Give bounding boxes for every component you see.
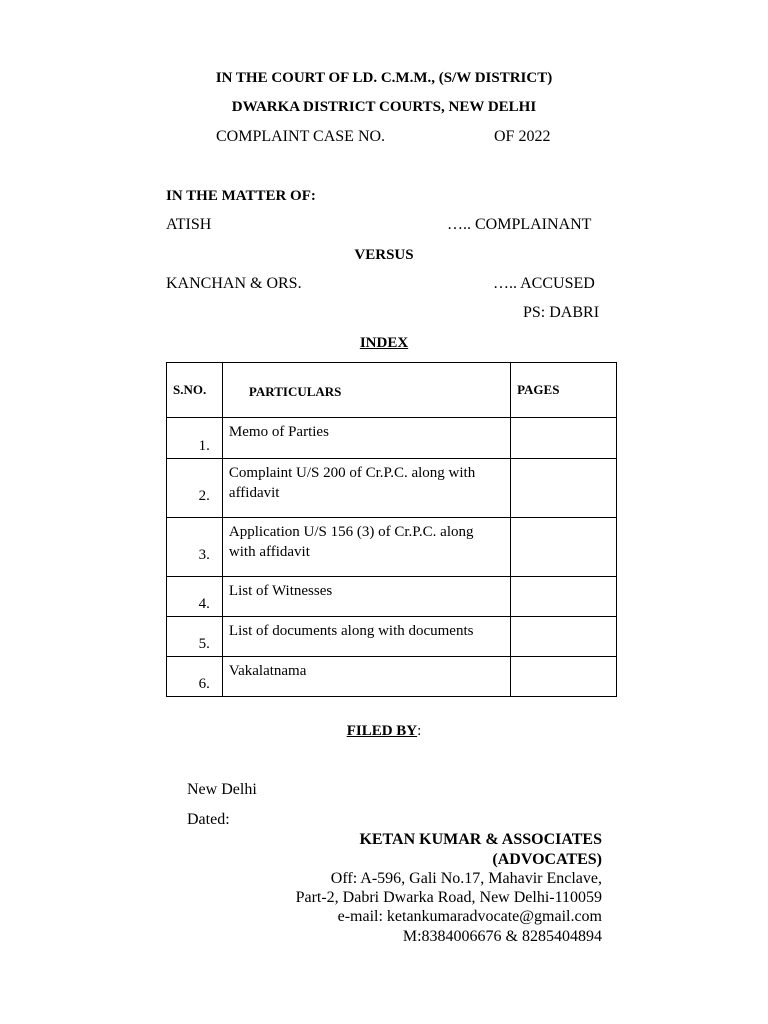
address-line-1: Off: A-596, Gali No.17, Mahavir Enclave, [330,870,602,887]
firm-type: (ADVOCATES) [492,851,602,868]
index-title: INDEX [359,335,409,351]
police-station: PS: DABRI [523,304,600,321]
row-particulars: List of documents along with documents [228,623,474,639]
row-pages [511,418,617,459]
column-header-sno: S.NO. [167,363,223,418]
row-pages [511,577,617,617]
matter-heading: IN THE MATTER OF: [166,188,316,204]
row-pages [511,617,617,657]
versus-label: VERSUS [354,247,414,263]
filed-by-colon: : [417,723,422,739]
table-row [167,459,617,518]
row-sno: 1. [198,437,210,454]
table-row [167,657,617,697]
row-particulars: Application U/S 156 (3) of Cr.P.C. along [228,524,474,540]
place: New Delhi [187,781,257,798]
complainant-name: ATISH [166,216,212,233]
column-header-pages: PAGES [511,363,617,418]
row-sno: 4. [198,596,210,612]
table-row [167,418,617,459]
court-name: DWARKA DISTRICT COURTS, NEW DELHI [231,99,537,115]
row-particulars-cont: with affidavit [228,544,310,560]
row-particulars-cont: affidavit [228,485,280,501]
filed-by-label: FILED BY [346,723,418,739]
row-sno: 5. [198,636,210,652]
row-sno: 3. [198,546,210,563]
row-sno: 6. [198,676,210,692]
case-year: OF 2022 [494,128,551,145]
filed-by [0,723,768,740]
court-title: IN THE COURT OF LD. C.M.M., (S/W DISTRICT) [215,70,553,86]
row-sno: 2. [198,487,210,504]
email: e-mail: ketankumaradvocate@gmail.com [337,908,602,925]
index-table [166,362,617,697]
accused-role: ….. ACCUSED [493,275,595,292]
row-particulars: Complaint U/S 200 of Cr.P.C. along with [228,465,476,481]
row-pages [511,657,617,697]
row-pages [511,459,617,518]
column-header-particulars: PARTICULARS [222,363,510,418]
phone-numbers: M:8384006676 & 8285404894 [402,928,602,945]
complainant-role: ….. COMPLAINANT [447,216,592,233]
accused-name: KANCHAN & ORS. [166,275,302,292]
table-row [167,617,617,657]
table-row [167,577,617,617]
index-header-row [167,363,617,418]
table-row [167,518,617,577]
row-particulars: List of Witnesses [228,583,333,599]
row-particulars: Vakalatnama [228,663,307,679]
row-pages [511,518,617,577]
row-particulars: Memo of Parties [228,424,329,440]
case-number-label: COMPLAINT CASE NO. [216,128,386,145]
firm-name: KETAN KUMAR & ASSOCIATES [359,831,602,848]
dated-label: Dated: [187,811,230,828]
address-line-2: Part-2, Dabri Dwarka Road, New Delhi-110059 [295,889,602,906]
